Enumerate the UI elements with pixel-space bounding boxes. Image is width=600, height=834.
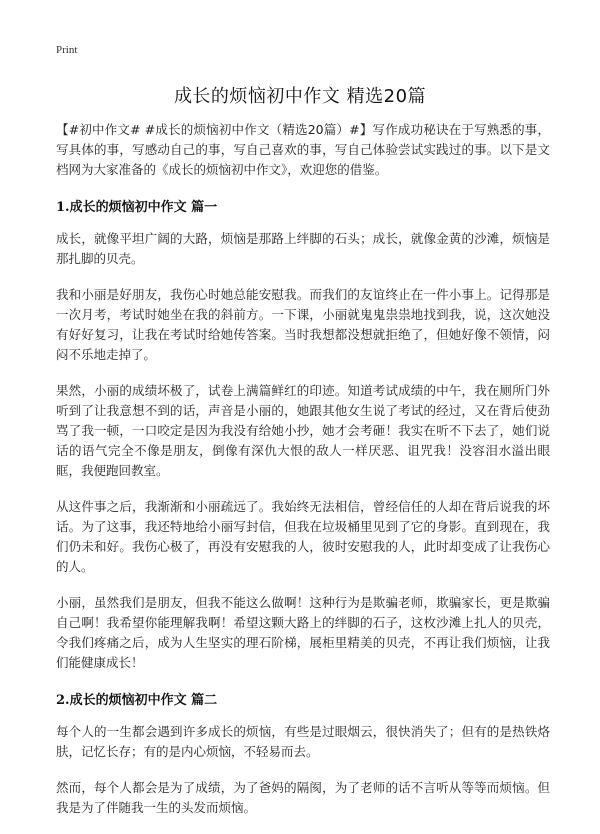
page-title: 成长的烦恼初中作文 精选20篇 [173,86,427,107]
paragraph: 成长，就像平坦广阔的大路，烦恼是那路上绊脚的石头；成长，就像金黄的沙滩，烦恼是那扎脚的贝壳。 [56,231,550,266]
print-label[interactable]: Print [56,44,78,56]
paragraph: 果然，小丽的成绩坏极了，试卷上满篇鲜红的印迹。知道考试成绩的中午，我在厕所门外听到了让我意想不到的话，声音是小丽的，她跟其他女生说了考试的经过，又在背后使劲骂了我一顿，一口咬定是因为我没有给她小抄，她才会考砸！我实在听不下去了，她们说话的语气完全不像是朋友，倒像有深仇大恨的敌人一样厌恶、诅咒我！没容泪水溢出眼眶，我便跑回教室。 [56,383,550,478]
paragraph: 然而，每个人都会是为了成绩，为了爸妈的隔阂，为了老师的话不言听从等等而烦恼。但我是为了伴随我一生的头发而烦恼。 [56,780,550,815]
paragraph: 我和小丽是好朋友，我伤心时她总能安慰我。而我们的友谊终止在一件小事上。记得那是一次月考，考试时她坐在我的斜前方。一下课，小丽就鬼鬼祟祟地找到我，说，这次她没有好好复习，让我在考试时给她传答案。当时我想都没想就拒绝了，但她好像不领情，闷闷不乐地走掉了。 [56,287,550,362]
section-heading-1: 1.成长的烦恼初中作文 篇一 [56,200,218,215]
paragraph: 小丽，虽然我们是朋友，但我不能这么做啊！这种行为是欺骗老师，欺骗家长，更是欺骗自己啊！我希望你能理解我啊！希望这颗大路上的绊脚的石子，这枚沙滩上扎人的贝壳，令我们疼痛之后，成为人生坚实的理石阶梯，展柜里精美的贝壳，不再让我们烦恼，让我们能健康成长！ [56,595,550,670]
paragraph: 每个人的一生都会遇到许多成长的烦恼，有些是过眼烟云，很快消失了；但有的是热铁烙肤，记忆长存；有的是内心烦恼，不轻易而去。 [56,724,550,759]
intro-paragraph: 【#初中作文# #成长的烦恼初中作文（精选20篇）#】写作成功秘诀在于写熟悉的事，写具体的事，写感动自己的事，写自己喜欢的事，写自己体验尝试实践过的事。以下是文档网为大家准备的《成长的烦恼初中作文》，欢迎您的借鉴。 [56,122,550,177]
article-body [56,120,550,834]
section-heading-2: 2.成长的烦恼初中作文 篇二 [56,693,218,708]
paragraph: 从这件事之后，我渐渐和小丽疏远了。我始终无法相信，曾经信任的人却在背后说我的坏话。为了这事，我还特地给小丽写封信，但我在垃圾桶里见到了它的身影。直到现在，我们仍未和好。我伤心极了，再没有安慰我的人，彼时安慰我的人，此时却变成了让我伤心的人。 [56,499,550,574]
